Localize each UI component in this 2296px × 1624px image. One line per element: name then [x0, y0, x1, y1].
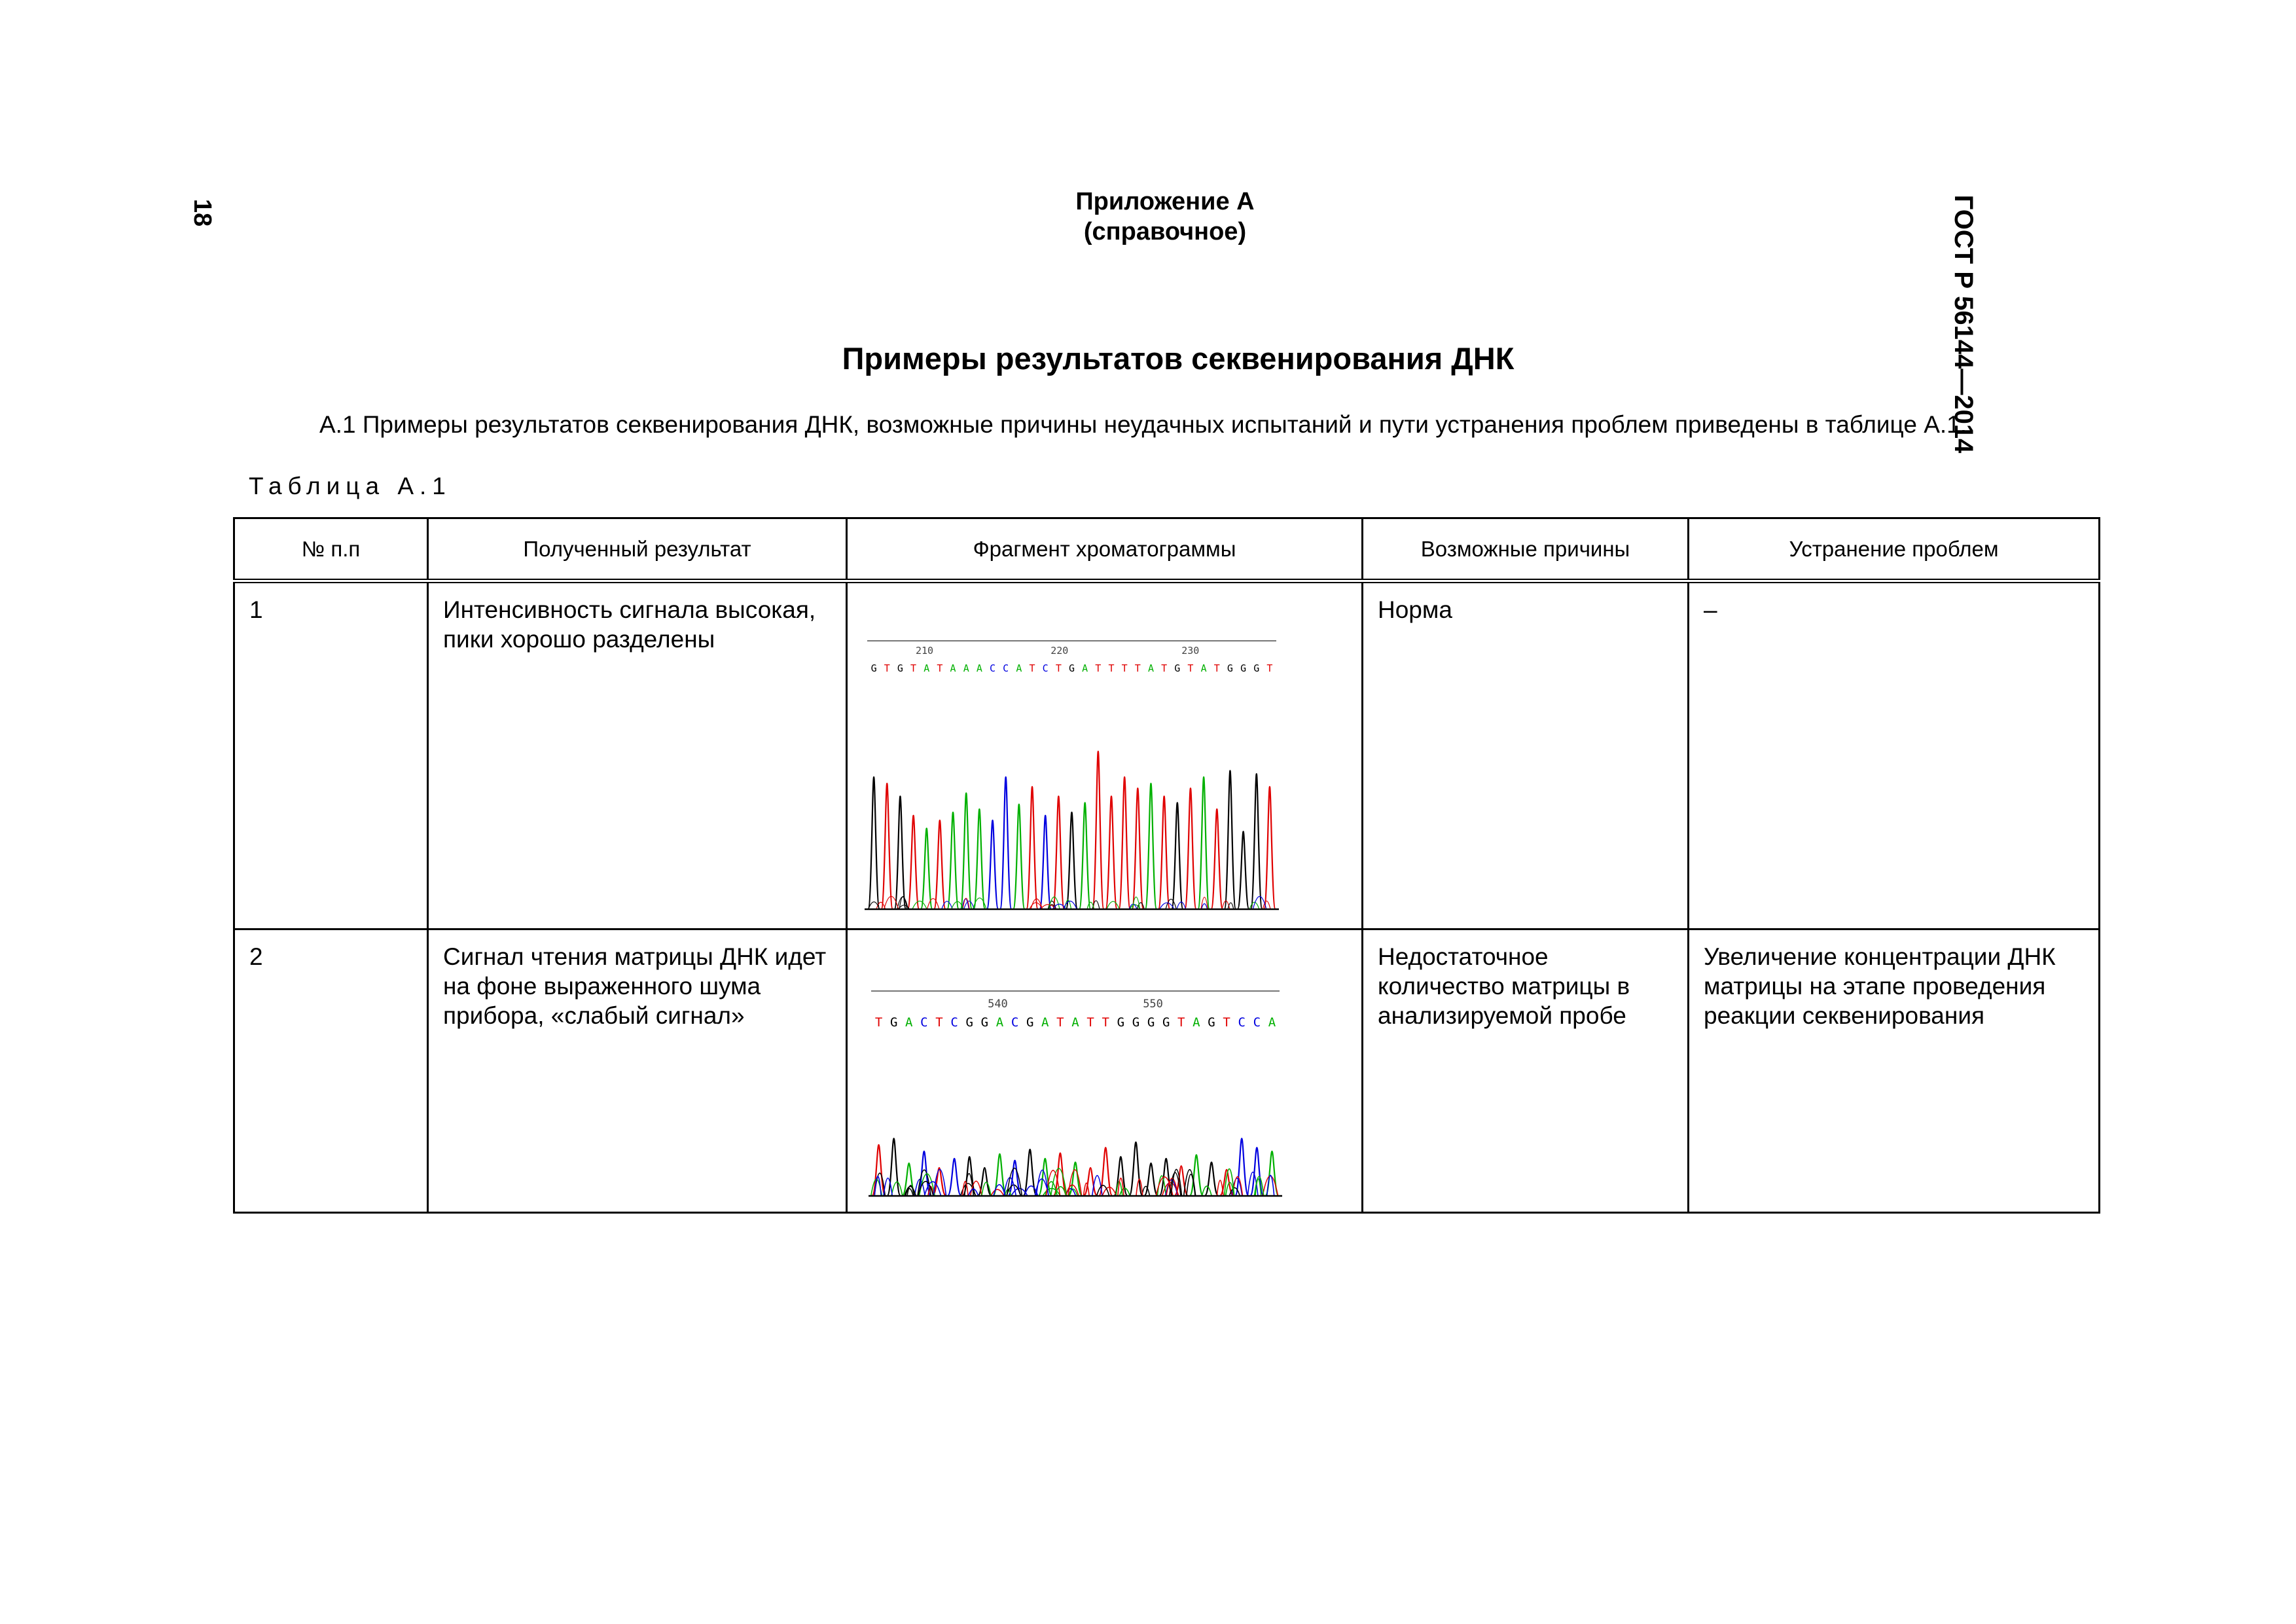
base-call: G [1174, 662, 1181, 674]
base-call: A [905, 1015, 913, 1030]
base-call: A [996, 1015, 1004, 1030]
chromatogram-peak [1145, 784, 1157, 909]
noise-peak [1253, 896, 1266, 909]
base-call: A [950, 662, 956, 674]
table-caption: Таблица А.1 [249, 473, 452, 499]
table-row [234, 929, 2100, 1213]
chromatogram-peak [1225, 770, 1236, 909]
col-header-solution: Устранение проблем [1689, 518, 2100, 581]
base-call: T [1121, 662, 1128, 674]
chromatogram-peak [1130, 1142, 1142, 1195]
base-call: T [1187, 662, 1194, 674]
base-call: C [1003, 662, 1009, 674]
base-call: G [897, 662, 903, 674]
chromatogram-peak [1040, 816, 1051, 909]
base-call: G [1208, 1015, 1215, 1030]
base-call: T [1029, 662, 1035, 674]
base-call: T [1095, 662, 1102, 674]
tick-label: 230 [1181, 645, 1200, 657]
noise-peak [1107, 901, 1119, 909]
chromatogram-peak [974, 809, 985, 909]
chromatogram-peak [1211, 809, 1223, 909]
base-call: A [1268, 1015, 1276, 1030]
base-call: C [1238, 1015, 1246, 1030]
base-call: A [976, 662, 982, 674]
row-number: 2 [234, 929, 428, 1213]
row-solution: – [1689, 581, 2100, 929]
chromatogram-peak [987, 820, 998, 909]
base-call: C [920, 1015, 928, 1030]
col-header-result: Полученный результат [428, 518, 847, 581]
noise-peak [869, 902, 879, 909]
base-call: G [889, 1015, 898, 1030]
row-causes: Норма [1363, 581, 1689, 929]
row-result: Интенсивность сигнала высокая, пики хорошо разделены [428, 581, 847, 929]
chromatogram-peak [1132, 788, 1143, 909]
chromatogram-2 [848, 930, 1363, 1212]
base-call: T [1056, 1015, 1064, 1030]
chromatogram-peak [921, 829, 932, 909]
base-call: A [1082, 662, 1088, 674]
base-call: G [1227, 662, 1233, 674]
base-call: G [1132, 1015, 1140, 1030]
chromatogram-peak [1066, 812, 1077, 909]
row-solution: Увеличение концентрации ДНК матрицы на этапе проведения реакции секвенирования [1689, 929, 2100, 1213]
base-call: T [910, 662, 917, 674]
noise-peak [991, 1189, 1003, 1195]
chromatogram-peak [1198, 777, 1210, 909]
base-call: A [1200, 662, 1207, 674]
chromatogram-peak [1251, 774, 1262, 909]
chromatogram-peak [1172, 803, 1183, 909]
noise-peak [1166, 899, 1176, 909]
chromatogram-peak [908, 816, 919, 909]
base-call: A [963, 662, 969, 674]
chromatogram-peak [978, 1168, 991, 1195]
base-call: T [935, 1015, 943, 1030]
chromatogram-peak [895, 797, 906, 909]
base-call: T [1086, 1015, 1094, 1030]
base-call: G [1253, 662, 1260, 674]
col-header-causes: Возможные причины [1363, 518, 1689, 581]
chromatogram-peak [948, 1159, 960, 1195]
results-table [233, 517, 2100, 1214]
base-call: T [1108, 662, 1115, 674]
chromatogram-peak [1079, 803, 1090, 909]
noise-peak [1202, 904, 1208, 909]
base-call: A [1016, 662, 1022, 674]
chromatogram-peak [1106, 797, 1117, 909]
col-header-number: № п.п [234, 518, 428, 581]
page-title: Примеры результатов секвенирования ДНК [842, 341, 1515, 376]
chromatogram-cell [847, 581, 1363, 929]
chromatogram-peak [1145, 1163, 1157, 1195]
chromatogram-peak [1158, 797, 1170, 909]
base-call: T [1055, 662, 1062, 674]
base-call: G [1240, 662, 1247, 674]
tick-label: 220 [1050, 645, 1069, 657]
chromatogram-peak [882, 784, 893, 909]
base-call: T [1134, 662, 1141, 674]
page-number: 18 [188, 198, 216, 227]
intro-paragraph: А.1 Примеры результатов секвенирования ДНК, возможные причины неудачных испытаний и пути устранения проблем приведены в таблице А.1. [319, 411, 1967, 438]
base-call: C [1042, 662, 1049, 674]
base-call: A [1041, 1015, 1049, 1030]
chromatogram-peak [1238, 831, 1249, 909]
chromatogram-peak [934, 820, 945, 909]
chromatogram-peak [1013, 804, 1024, 909]
base-call: C [1011, 1015, 1019, 1030]
chromatogram-peak [1236, 1138, 1248, 1195]
chromatogram-peak [1264, 787, 1275, 909]
base-call: G [870, 662, 877, 674]
tick-label: 540 [988, 998, 1008, 1011]
base-call: C [990, 662, 996, 674]
base-call: A [1147, 662, 1154, 674]
chromatogram-peak [1115, 1157, 1127, 1195]
base-call: T [1102, 1015, 1109, 1030]
base-call: T [1223, 1015, 1230, 1030]
base-call: G [1117, 1015, 1125, 1030]
base-call: G [1147, 1015, 1155, 1030]
base-call: G [1026, 1015, 1034, 1030]
base-call: G [1162, 1015, 1170, 1030]
chromatogram-peak [1000, 777, 1011, 909]
col-header-chromatogram: Фрагмент хроматограммы [847, 518, 1363, 581]
noise-peak [1228, 903, 1233, 909]
row-result: Сигнал чтения матрицы ДНК идет на фоне выраженного шума прибора, «слабый сигнал» [428, 929, 847, 1213]
base-call: T [1177, 1015, 1185, 1030]
appendix-label: Приложение А [1075, 188, 1255, 215]
row-number: 1 [234, 581, 428, 929]
base-call: T [884, 662, 890, 674]
chromatogram-peak [948, 812, 959, 909]
chromatogram-1 [848, 583, 1363, 928]
tick-label: 550 [1143, 998, 1163, 1011]
appendix-type: (справочное) [1083, 218, 1247, 245]
base-call: A [924, 662, 930, 674]
standard-code: ГОСТ Р 56144—2014 [1949, 194, 1978, 454]
base-call: C [1253, 1015, 1261, 1030]
table-row [234, 581, 2100, 929]
base-call: G [980, 1015, 989, 1030]
base-call: T [1266, 662, 1273, 674]
base-call: T [1213, 662, 1220, 674]
chromatogram-peak [1092, 751, 1103, 909]
chromatogram-peak [1185, 788, 1196, 909]
base-call: T [874, 1015, 883, 1030]
chromatogram-peak [961, 793, 972, 909]
chromatogram-peak [869, 777, 880, 909]
base-call: G [1068, 662, 1075, 674]
chromatogram-peak [1205, 1163, 1217, 1195]
base-call: A [1071, 1015, 1079, 1030]
row-causes: Недостаточное количество матрицы в анализируемой пробе [1363, 929, 1689, 1213]
base-call: T [937, 662, 943, 674]
tick-label: 210 [915, 645, 934, 657]
chromatogram-peak [872, 1145, 885, 1195]
base-call: C [950, 1015, 958, 1030]
chromatogram-cell [847, 929, 1363, 1213]
chromatogram-peak [1053, 797, 1064, 909]
noise-peak [927, 899, 939, 909]
table-header-row [234, 518, 2100, 581]
base-call: G [965, 1015, 973, 1030]
noise-peak [912, 901, 926, 909]
base-call: T [1161, 662, 1168, 674]
chromatogram-peak [1027, 787, 1038, 909]
base-call: A [1193, 1015, 1200, 1030]
chromatogram-peak [1119, 777, 1130, 909]
appendix-header [903, 187, 1427, 247]
